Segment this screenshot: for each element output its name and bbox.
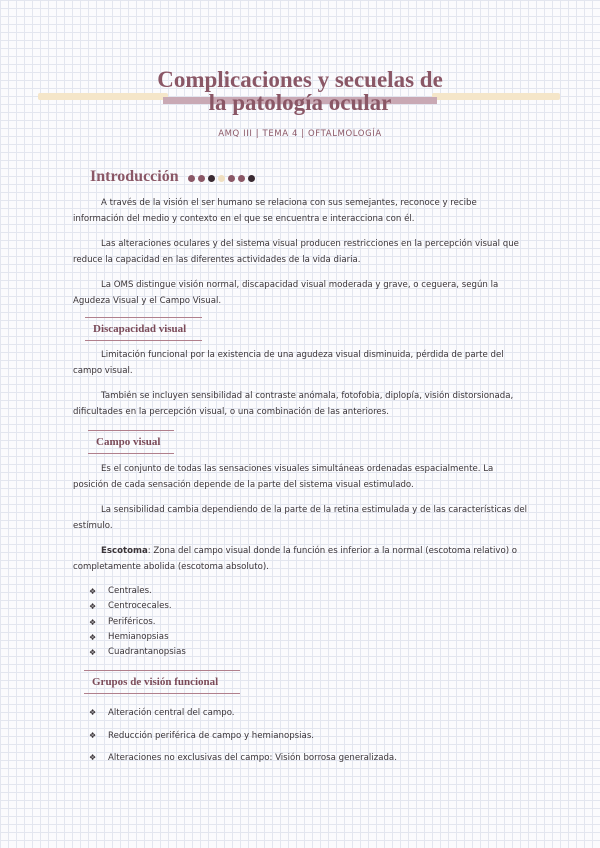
list-item: ❖ Alteración central del campo. xyxy=(89,702,397,725)
diamond-bullet-icon: ❖ xyxy=(89,730,97,740)
heading-rule xyxy=(84,670,240,671)
decorative-dots xyxy=(188,175,258,183)
list-item: ❖ Periféricos. xyxy=(89,615,186,630)
list-item: ❖ Hemianopsias xyxy=(89,630,186,645)
diamond-bullet-icon: ❖ xyxy=(89,708,97,717)
heading-rule xyxy=(88,453,174,454)
escotoma-paragraph: Escotoma: Zona del campo visual donde la función es inferior a la normal (escotoma relativo) o completamente abolida (escotoma absoluto). xyxy=(73,546,518,572)
dot-icon xyxy=(208,175,215,182)
diamond-bullet-icon: ❖ xyxy=(89,632,97,642)
dot-icon xyxy=(198,175,205,182)
section-heading-discapacidad: Discapacidad visual xyxy=(93,323,186,335)
discapacidad-paragraph-1: Limitación funcional por la existencia de una agudeza visual disminuida, pérdida de parte del campo visual. xyxy=(73,350,504,376)
section-heading-campo: Campo visual xyxy=(96,436,161,448)
subtitle: AMQ III | TEMA 4 | OFTALMOLOGÍA xyxy=(218,129,382,139)
heading-rule xyxy=(85,317,202,318)
intro-paragraph-3: La OMS distingue visión normal, discapacidad visual moderada y grave, o ceguera, según la Agudeza Visual y el Campo Visual. xyxy=(73,280,499,306)
diamond-bullet-icon: ❖ xyxy=(89,617,97,627)
grupos-list xyxy=(89,702,397,770)
intro-paragraph-2: Las alteraciones oculares y del sistema visual producen restricciones en la percepción visual que reduce la capacidad en las diferentes actividades de la vida diaria. xyxy=(73,239,519,265)
list-item: ❖ Cuadrantanopsias xyxy=(89,645,186,660)
title-band-right xyxy=(432,93,560,100)
diamond-bullet-icon: ❖ xyxy=(89,753,97,762)
diamond-bullet-icon: ❖ xyxy=(89,587,97,596)
diamond-bullet-icon: ❖ xyxy=(89,602,97,612)
dot-icon xyxy=(218,175,225,182)
heading-rule xyxy=(85,340,202,341)
title-line-2: la patología ocular xyxy=(208,90,392,115)
title-banner xyxy=(0,66,600,116)
page-title xyxy=(150,68,450,114)
campo-paragraph-2: La sensibilidad cambia dependiendo de la parte de la retina estimulada y de las características del estímulo. xyxy=(73,505,527,531)
dot-icon xyxy=(188,175,195,182)
diamond-bullet-icon: ❖ xyxy=(89,648,97,658)
dot-icon xyxy=(248,175,255,182)
dot-icon xyxy=(238,175,245,182)
escotoma-types-list xyxy=(89,584,186,660)
dot-icon xyxy=(228,175,235,182)
list-item: ❖ Alteraciones no exclusivas del campo: Visión borrosa generalizada. xyxy=(89,747,397,770)
heading-rule xyxy=(84,693,240,694)
section-heading-introduccion: Introducción xyxy=(90,168,179,185)
title-line-1: Complicaciones y secuelas de xyxy=(157,67,443,92)
title-band-left xyxy=(38,93,168,100)
heading-rule xyxy=(88,430,174,431)
list-item: ❖ Centrales. xyxy=(89,584,186,599)
list-item: ❖ Centrocecales. xyxy=(89,599,186,614)
list-item: ❖ Reducción periférica de campo y hemianopsias. xyxy=(89,725,397,748)
intro-paragraph-1: A través de la visión el ser humano se relaciona con sus semejantes, reconoce y recibe información del medio y contexto en el que se encuentra e interacciona con él. xyxy=(73,198,477,224)
campo-paragraph-1: Es el conjunto de todas las sensaciones visuales simultáneas ordenadas espacialmente. La posición de cada sensación depende de la parte del sistema visual estimulado. xyxy=(73,464,494,490)
section-heading-grupos: Grupos de visión funcional xyxy=(92,676,218,688)
discapacidad-paragraph-2: También se incluyen sensibilidad al contraste anómala, fotofobia, diplopía, visión distorsionada, dificultades en la percepción visual, o una combinación de las anteriores. xyxy=(73,391,514,417)
